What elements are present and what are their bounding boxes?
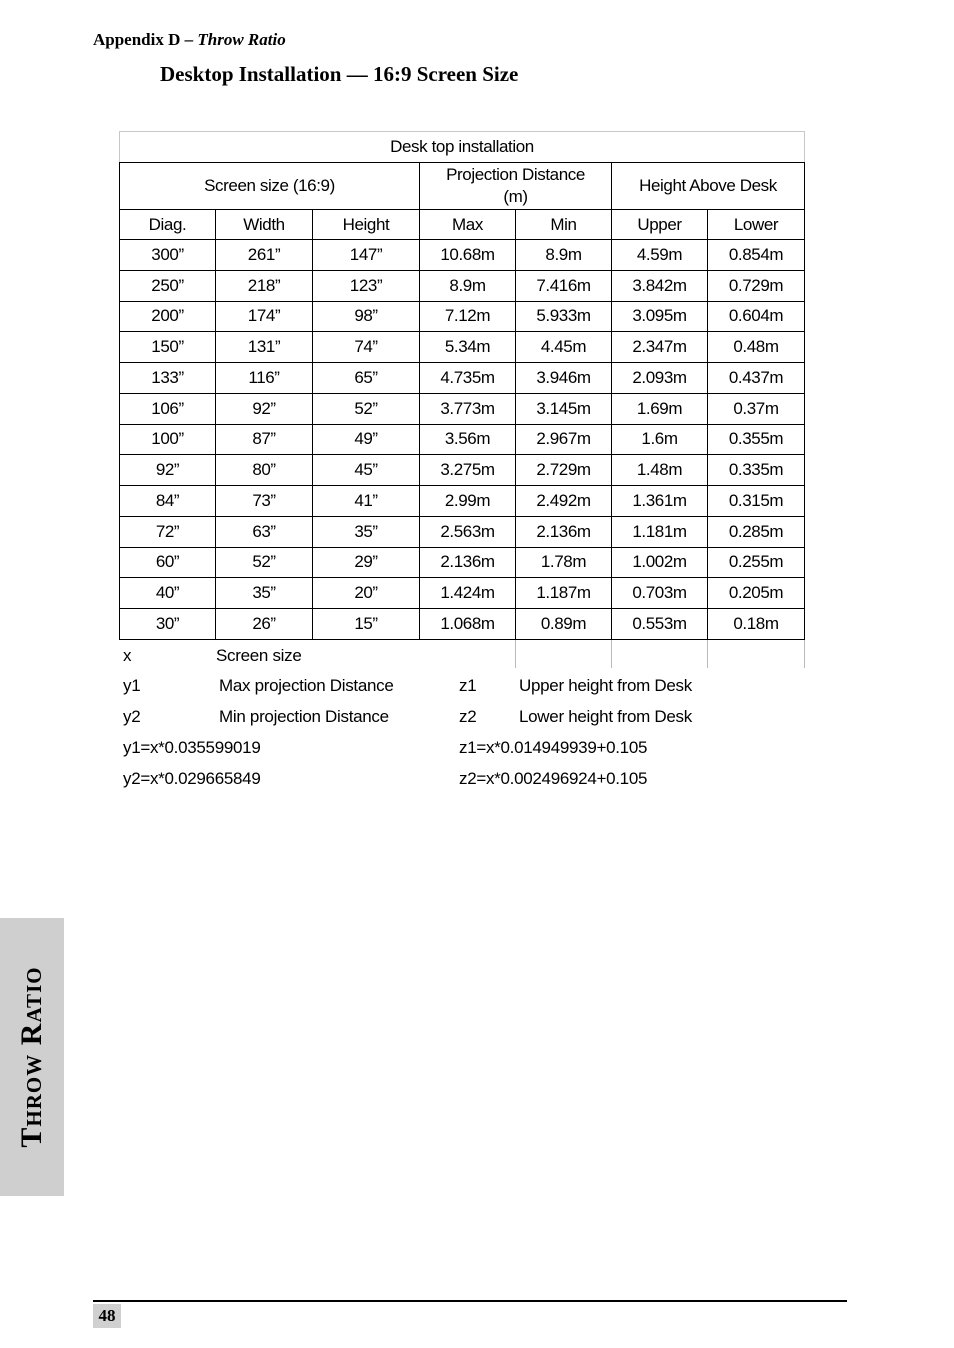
table-cell: 2.347m bbox=[612, 332, 708, 363]
table-cell: 8.9m bbox=[420, 270, 516, 301]
table-cell: 3.275m bbox=[420, 455, 516, 486]
table-cell: 300” bbox=[120, 240, 216, 271]
table-title: Desk top installation bbox=[120, 132, 805, 163]
table-cell: 73” bbox=[216, 486, 313, 517]
table-cell: 5.34m bbox=[420, 332, 516, 363]
grid-line bbox=[611, 640, 612, 668]
page-title: Desktop Installation — 16:9 Screen Size bbox=[160, 62, 519, 86]
group-screen-size: Screen size (16:9) bbox=[120, 163, 420, 210]
table-cell: 72” bbox=[120, 516, 216, 547]
table-cell: 0.355m bbox=[708, 424, 805, 455]
group-height-above-desk: Height Above Desk bbox=[612, 163, 805, 210]
column-header-row bbox=[120, 210, 805, 240]
running-header bbox=[93, 30, 286, 50]
table-cell: 2.99m bbox=[420, 486, 516, 517]
column-header: Width bbox=[216, 210, 313, 240]
legend-z1-desc: Upper height from Desk bbox=[519, 676, 692, 695]
table-row bbox=[120, 609, 805, 640]
table-cell: 1.424m bbox=[420, 578, 516, 609]
table-cell: 0.255m bbox=[708, 547, 805, 578]
table-cell: 131” bbox=[216, 332, 313, 363]
table-cell: 98” bbox=[313, 301, 420, 332]
table-row bbox=[120, 516, 805, 547]
table-cell: 0.37m bbox=[708, 393, 805, 424]
table-cell: 0.437m bbox=[708, 363, 805, 394]
table-cell: 2.492m bbox=[516, 486, 612, 517]
table-row bbox=[120, 455, 805, 486]
section-tab bbox=[0, 918, 64, 1196]
table-cell: 0.18m bbox=[708, 609, 805, 640]
table-cell: 92” bbox=[120, 455, 216, 486]
table-cell: 35” bbox=[216, 578, 313, 609]
table-cell: 1.068m bbox=[420, 609, 516, 640]
table-cell: 15” bbox=[313, 609, 420, 640]
table-cell: 5.933m bbox=[516, 301, 612, 332]
table-row bbox=[120, 547, 805, 578]
table-cell: 147” bbox=[313, 240, 420, 271]
table-cell: 106” bbox=[120, 393, 216, 424]
table-cell: 250” bbox=[120, 270, 216, 301]
legend-x-desc: Screen size bbox=[216, 646, 302, 665]
table-cell: 1.002m bbox=[612, 547, 708, 578]
table-cell: 116” bbox=[216, 363, 313, 394]
table-cell: 3.145m bbox=[516, 393, 612, 424]
table-cell: 133” bbox=[120, 363, 216, 394]
legend-z2-key: z2 bbox=[459, 707, 477, 726]
table-cell: 0.703m bbox=[612, 578, 708, 609]
grid-line bbox=[804, 640, 805, 668]
grid-line bbox=[707, 640, 708, 668]
legend-y2-key: y2 bbox=[123, 707, 141, 726]
table-cell: 45” bbox=[313, 455, 420, 486]
table-cell: 3.773m bbox=[420, 393, 516, 424]
table-cell: 2.136m bbox=[516, 516, 612, 547]
table-cell: 84” bbox=[120, 486, 216, 517]
grid-line bbox=[515, 640, 516, 668]
table-cell: 7.416m bbox=[516, 270, 612, 301]
table-cell: 8.9m bbox=[516, 240, 612, 271]
table-row bbox=[120, 363, 805, 394]
formula-z1: z1=x*0.014949939+0.105 bbox=[459, 738, 648, 757]
table-row bbox=[120, 240, 805, 271]
legend-y1-key: y1 bbox=[123, 676, 141, 695]
table-cell: 0.553m bbox=[612, 609, 708, 640]
table-row bbox=[120, 486, 805, 517]
table-cell: 10.68m bbox=[420, 240, 516, 271]
table-cell: 60” bbox=[120, 547, 216, 578]
table-cell: 26” bbox=[216, 609, 313, 640]
table-cell: 1.181m bbox=[612, 516, 708, 547]
table-row bbox=[120, 270, 805, 301]
group-header-row bbox=[120, 163, 805, 210]
table-cell: 92” bbox=[216, 393, 313, 424]
table-row bbox=[120, 424, 805, 455]
column-header: Upper bbox=[612, 210, 708, 240]
table-cell: 30” bbox=[120, 609, 216, 640]
table-cell: 29” bbox=[313, 547, 420, 578]
page-number: 48 bbox=[93, 1304, 121, 1328]
table-cell: 100” bbox=[120, 424, 216, 455]
table-cell: 52” bbox=[313, 393, 420, 424]
legend-y2-desc: Min projection Distance bbox=[219, 707, 389, 726]
table-cell: 0.335m bbox=[708, 455, 805, 486]
table-cell: 35” bbox=[313, 516, 420, 547]
table-cell: 0.729m bbox=[708, 270, 805, 301]
table-cell: 41” bbox=[313, 486, 420, 517]
header-section: Throw Ratio bbox=[197, 30, 286, 49]
table-cell: 20” bbox=[313, 578, 420, 609]
table-row bbox=[120, 578, 805, 609]
table-cell: 4.59m bbox=[612, 240, 708, 271]
table-cell: 218” bbox=[216, 270, 313, 301]
table-cell: 63” bbox=[216, 516, 313, 547]
column-header: Max bbox=[420, 210, 516, 240]
table-cell: 2.093m bbox=[612, 363, 708, 394]
table-cell: 1.187m bbox=[516, 578, 612, 609]
table-cell: 1.361m bbox=[612, 486, 708, 517]
header-appendix: Appendix D – bbox=[93, 30, 194, 49]
table-cell: 1.6m bbox=[612, 424, 708, 455]
formula-y2: y2=x*0.029665849 bbox=[123, 769, 261, 788]
group-projection-line1: Projection Distance bbox=[446, 165, 585, 184]
column-header: Lower bbox=[708, 210, 805, 240]
formula-legend bbox=[119, 640, 809, 800]
table-cell: 49” bbox=[313, 424, 420, 455]
table-cell: 3.095m bbox=[612, 301, 708, 332]
group-projection-distance bbox=[420, 163, 612, 210]
table-cell: 261” bbox=[216, 240, 313, 271]
table-cell: 3.946m bbox=[516, 363, 612, 394]
column-header: Min bbox=[516, 210, 612, 240]
legend-z1-key: z1 bbox=[459, 676, 477, 695]
table-cell: 0.285m bbox=[708, 516, 805, 547]
table-cell: 40” bbox=[120, 578, 216, 609]
table-cell: 4.45m bbox=[516, 332, 612, 363]
table-row bbox=[120, 301, 805, 332]
table-title-row bbox=[120, 132, 805, 163]
legend-x-key: x bbox=[123, 646, 132, 665]
table-cell: 65” bbox=[313, 363, 420, 394]
throw-ratio-table bbox=[119, 131, 805, 640]
table-cell: 1.78m bbox=[516, 547, 612, 578]
formula-z2: z2=x*0.002496924+0.105 bbox=[459, 769, 648, 788]
table-cell: 2.136m bbox=[420, 547, 516, 578]
column-header: Diag. bbox=[120, 210, 216, 240]
table-cell: 2.967m bbox=[516, 424, 612, 455]
table-cell: 0.604m bbox=[708, 301, 805, 332]
legend-y1-desc: Max projection Distance bbox=[219, 676, 394, 695]
table-cell: 2.729m bbox=[516, 455, 612, 486]
table-cell: 0.315m bbox=[708, 486, 805, 517]
group-projection-line2: (m) bbox=[503, 187, 528, 206]
table-cell: 0.48m bbox=[708, 332, 805, 363]
table-cell: 3.842m bbox=[612, 270, 708, 301]
table-cell: 74” bbox=[313, 332, 420, 363]
table-cell: 1.69m bbox=[612, 393, 708, 424]
table-cell: 52” bbox=[216, 547, 313, 578]
table-cell: 1.48m bbox=[612, 455, 708, 486]
formula-y1: y1=x*0.035599019 bbox=[123, 738, 261, 757]
table-cell: 7.12m bbox=[420, 301, 516, 332]
table-cell: 2.563m bbox=[420, 516, 516, 547]
table-cell: 80” bbox=[216, 455, 313, 486]
table-row bbox=[120, 332, 805, 363]
footer-rule bbox=[93, 1300, 847, 1302]
column-header: Height bbox=[313, 210, 420, 240]
table-row bbox=[120, 393, 805, 424]
table-cell: 0.89m bbox=[516, 609, 612, 640]
table-cell: 123” bbox=[313, 270, 420, 301]
table-cell: 200” bbox=[120, 301, 216, 332]
table-cell: 4.735m bbox=[420, 363, 516, 394]
legend-z2-desc: Lower height from Desk bbox=[519, 707, 692, 726]
table-cell: 174” bbox=[216, 301, 313, 332]
table-cell: 3.56m bbox=[420, 424, 516, 455]
table-cell: 0.205m bbox=[708, 578, 805, 609]
table-cell: 0.854m bbox=[708, 240, 805, 271]
section-tab-label: Throw Ratio bbox=[15, 966, 48, 1148]
table-cell: 150” bbox=[120, 332, 216, 363]
table-cell: 87” bbox=[216, 424, 313, 455]
